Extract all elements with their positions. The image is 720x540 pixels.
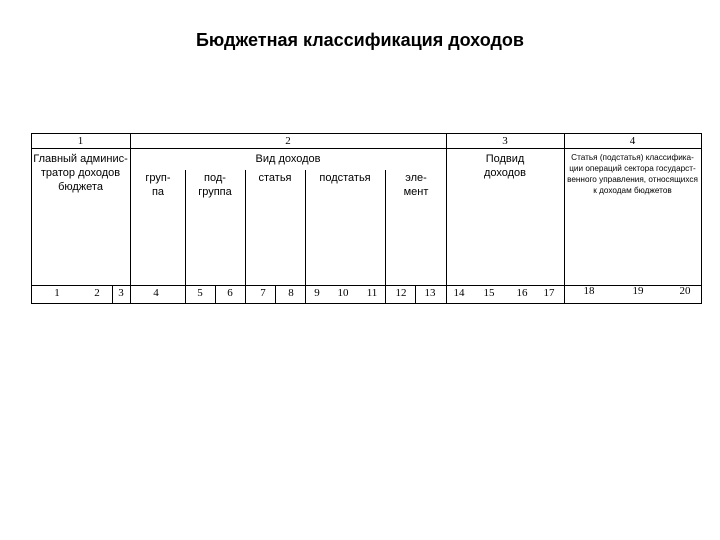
- header-subkind: Подвид доходов: [483, 153, 527, 179]
- digit-cell: 13: [424, 287, 436, 299]
- digit-cell: 20: [679, 285, 691, 297]
- digit-cell: 12: [395, 287, 407, 299]
- digit-cell: 5: [197, 287, 203, 299]
- header-kind: Вид доходов: [255, 153, 321, 165]
- digit-cell: 17: [543, 287, 555, 299]
- header-article: Статья (подстатья) классифика-ции операций сектора государст-венного управления, относящихся к доходам бюджетов: [567, 153, 698, 196]
- subheader-substat: подстатья: [319, 172, 371, 184]
- digit-cell: 15: [483, 287, 495, 299]
- subheader-element: эле- мент: [403, 172, 429, 198]
- subheader-subgroup: под- группа: [198, 172, 232, 198]
- digit-cell: 10: [337, 287, 349, 299]
- digit-cell: 3: [118, 287, 124, 299]
- digit-cell: 18: [583, 285, 595, 297]
- digit-cell: 11: [366, 287, 378, 299]
- digit-cell: 16: [516, 287, 528, 299]
- top-header-2: 2: [285, 135, 291, 147]
- digit-cell: 4: [153, 287, 159, 299]
- digit-cell: 2: [94, 287, 100, 299]
- header-admin: Главный админис-тратор доходов бюджета: [33, 153, 128, 193]
- digit-cell: 14: [453, 287, 465, 299]
- digit-cell: 9: [314, 287, 320, 299]
- top-header-3: 3: [502, 135, 508, 147]
- digit-cell: 1: [54, 287, 60, 299]
- digit-cell: 19: [632, 285, 644, 297]
- subheader-group: груп- па: [145, 172, 171, 198]
- top-header-4: 4: [629, 135, 636, 147]
- subheader-stat: статья: [258, 172, 292, 184]
- digit-cell: 6: [227, 287, 233, 299]
- top-header-1: 1: [77, 135, 84, 147]
- page-title: Бюджетная классификация доходов: [195, 30, 524, 50]
- digit-cell: 7: [260, 287, 266, 299]
- digit-cell: 8: [288, 287, 294, 299]
